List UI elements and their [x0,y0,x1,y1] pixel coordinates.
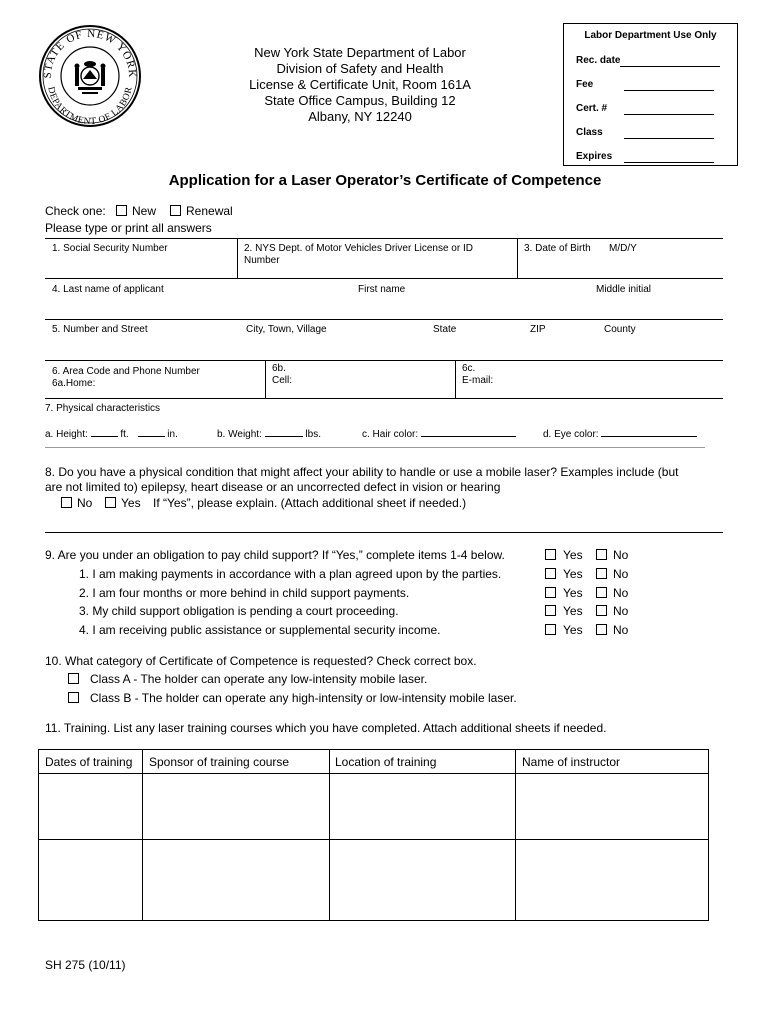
q9-item-2-yes-label: Yes [563,586,583,600]
form-number: SH 275 (10/11) [45,958,126,972]
state-seal [38,24,142,128]
dmv-license-field[interactable] [244,243,473,267]
email-field[interactable] [462,363,493,387]
grid-line [39,773,708,774]
hair-color-field[interactable] [362,427,516,440]
q9-item-4-yes-label: Yes [563,623,583,637]
class-line[interactable] [624,138,714,139]
table-cell[interactable] [40,841,141,919]
new-label: New [132,204,157,218]
office-use-title: Labor Department Use Only [584,30,717,41]
dob-field[interactable]: 3. Date of Birth [524,243,591,254]
lbs-unit: lbs. [305,429,321,440]
dmv-label-line-2: Number [244,255,280,266]
address-line-3: License & Certificate Unit, Room 161A [249,77,471,92]
q9-item-2-yes-checkbox[interactable] [545,587,556,598]
grid-line [45,360,723,361]
grid-line [45,319,723,320]
renewal-label: Renewal [186,204,233,218]
grid-line [237,238,238,278]
cell-phone-field[interactable] [272,363,292,387]
grid-line [455,360,456,398]
training-table [38,749,709,921]
form-title: Application for a Laser Operator’s Certificate of Competence [168,172,602,189]
q8-explain-line[interactable] [45,532,723,533]
q9-item-4-yes-checkbox[interactable] [545,624,556,635]
fee-line[interactable] [624,90,714,91]
state-field[interactable]: State [433,324,457,335]
grid-line [45,238,723,239]
q9-question: 9. Are you under an obligation to pay child support? If “Yes,” complete items 1-4 below. [45,548,505,562]
rec-date-line[interactable] [620,66,720,67]
q9-yes-checkbox[interactable] [545,549,556,560]
grid-line [329,750,330,920]
phone-label-line-2: 6a.Home: [52,378,96,389]
email-label-line-2: E-mail: [462,375,494,386]
address-line-5: Albany, NY 12240 [308,109,412,124]
q9-item-4-no-label: No [613,623,629,637]
dob-format: M/D/Y [609,243,637,254]
q9-no-checkbox[interactable] [596,549,607,560]
hair-input[interactable] [421,427,516,437]
new-checkbox[interactable] [116,205,127,216]
first-name-field[interactable]: First name [358,284,406,295]
cell-label-line-2: Cell: [272,375,293,386]
address-line-1: New York State Department of Labor [254,45,466,60]
col-header-dates: Dates of training [45,755,133,769]
table-cell[interactable] [517,775,707,838]
check-one-label: Check one: [45,204,106,218]
q9-no-label: No [613,548,629,562]
class-label: Class [576,127,603,138]
office-use-box [563,23,738,166]
rec-date-label: Rec. date [576,55,621,66]
q8-line-1: 8. Do you have a physical condition that might affect your ability to handle or use a mobile laser? Examples include (but [45,465,679,479]
q8-no-label: No [77,496,93,510]
q9-item-3-yes-checkbox[interactable] [545,605,556,616]
cell-label-line-1: 6b. [272,363,286,374]
q9-item-4-no-checkbox[interactable] [596,624,607,635]
q9-item-2: 2. I am four months or more behind in child support payments. [79,586,410,600]
eye-color-field[interactable] [543,427,697,440]
height-ft-input[interactable] [91,427,118,437]
seal-outer-text: STATE OF NEW YORK [41,27,139,79]
table-cell[interactable] [40,775,141,838]
q9-item-1-yes-checkbox[interactable] [545,568,556,579]
q9-item-3-yes-label: Yes [563,604,583,618]
weight-input[interactable] [265,427,303,437]
q11-question: 11. Training. List any laser training courses which you have completed. Attach additional sheets if needed. [45,721,607,735]
eye-input[interactable] [601,427,697,437]
grid-line [265,360,266,398]
physical-title: 7. Physical characteristics [45,403,161,414]
q9-item-3-no-checkbox[interactable] [596,605,607,616]
q9-item-1-no-checkbox[interactable] [596,568,607,579]
q9-item-2-no-checkbox[interactable] [596,587,607,598]
col-header-sponsor: Sponsor of training course [149,755,290,769]
table-cell[interactable] [331,775,514,838]
cert-label: Cert. # [576,103,608,114]
table-cell[interactable] [331,841,514,919]
q8-explain-text: If “Yes”, please explain. (Attach additional sheet if needed.) [153,496,467,510]
cert-line[interactable] [624,114,714,115]
address-line-4: State Office Campus, Building 12 [264,93,456,108]
q9-yes-label: Yes [563,548,583,562]
class-a-checkbox[interactable] [68,673,79,684]
expires-label: Expires [576,151,613,162]
grid-line [517,238,518,278]
coat-of-arms-icon [75,61,106,94]
dmv-label-line-1: 2. NYS Dept. of Motor Vehicles Driver License or ID [244,243,473,254]
phone-label-line-1: 6. Area Code and Phone Number [52,366,200,377]
grid-line [45,398,723,399]
q9-item-3-no-label: No [613,604,629,618]
last-name-field[interactable]: 4. Last name of applicant [52,284,164,295]
address-line-2: Division of Safety and Health [276,61,444,76]
city-field[interactable]: City, Town, Village [246,324,327,335]
grid-line [45,278,723,279]
expires-line[interactable] [624,162,714,163]
grid-line [142,750,143,920]
class-a-label: Class A - The holder can operate any low-intensity mobile laser. [90,672,428,686]
instruction-text: Please type or print all answers [45,221,212,235]
q9-item-3: 3. My child support obligation is pending a court proceeding. [79,604,399,618]
renewal-checkbox[interactable] [170,205,181,216]
q8-yes-checkbox[interactable] [105,497,116,508]
weight-field[interactable] [217,427,321,440]
q9-item-1: 1. I am making payments in accordance with a plan agreed upon by the parties. [79,567,502,581]
col-header-location: Location of training [335,755,437,769]
hair-label: c. Hair color: [362,429,419,440]
height-field[interactable] [45,427,178,440]
table-cell[interactable] [517,841,707,919]
home-phone-field[interactable] [52,366,200,390]
agency-address [225,45,495,125]
ft-unit: ft. [120,429,129,440]
weight-label: b. Weight: [217,429,262,440]
table-cell[interactable] [144,775,328,838]
eye-label: d. Eye color: [543,429,599,440]
svg-text:DEPARTMENT OF LABOR [45,86,135,127]
fee-label: Fee [576,79,594,90]
zip-field[interactable]: ZIP [530,324,546,335]
q8-line-2: are not limited to) epilepsy, heart disease or an uncorrected defect in vision or hearing [45,480,501,494]
street-field[interactable]: 5. Number and Street [52,324,148,335]
q8-question [45,465,735,495]
table-cell[interactable] [144,841,328,919]
q9-item-4: 4. I am receiving public assistance or supplemental security income. [79,623,441,637]
grid-line [515,750,516,920]
col-header-instructor: Name of instructor [522,755,621,769]
q8-no-checkbox[interactable] [61,497,72,508]
email-label-line-1: 6c. [462,363,476,374]
q9-item-1-yes-label: Yes [563,567,583,581]
class-b-label: Class B - The holder can operate any high-intensity or low-intensity mobile laser. [90,691,517,705]
q9-item-1-no-label: No [613,567,629,581]
height-in-input[interactable] [138,427,165,437]
seal-inner-text: DEPARTMENT OF LABOR [45,85,135,128]
q8-yes-label: Yes [121,496,141,510]
middle-initial-field[interactable]: Middle initial [596,284,652,295]
in-unit: in. [167,429,178,440]
q9-item-2-no-label: No [613,586,629,600]
q10-question: 10. What category of Certificate of Competence is requested? Check correct box. [45,654,477,668]
grid-line [39,839,708,840]
ssn-field[interactable]: 1. Social Security Number [52,243,168,254]
class-b-checkbox[interactable] [68,692,79,703]
height-label: a. Height: [45,429,88,440]
county-field[interactable]: County [604,324,636,335]
grid-line [45,447,705,448]
